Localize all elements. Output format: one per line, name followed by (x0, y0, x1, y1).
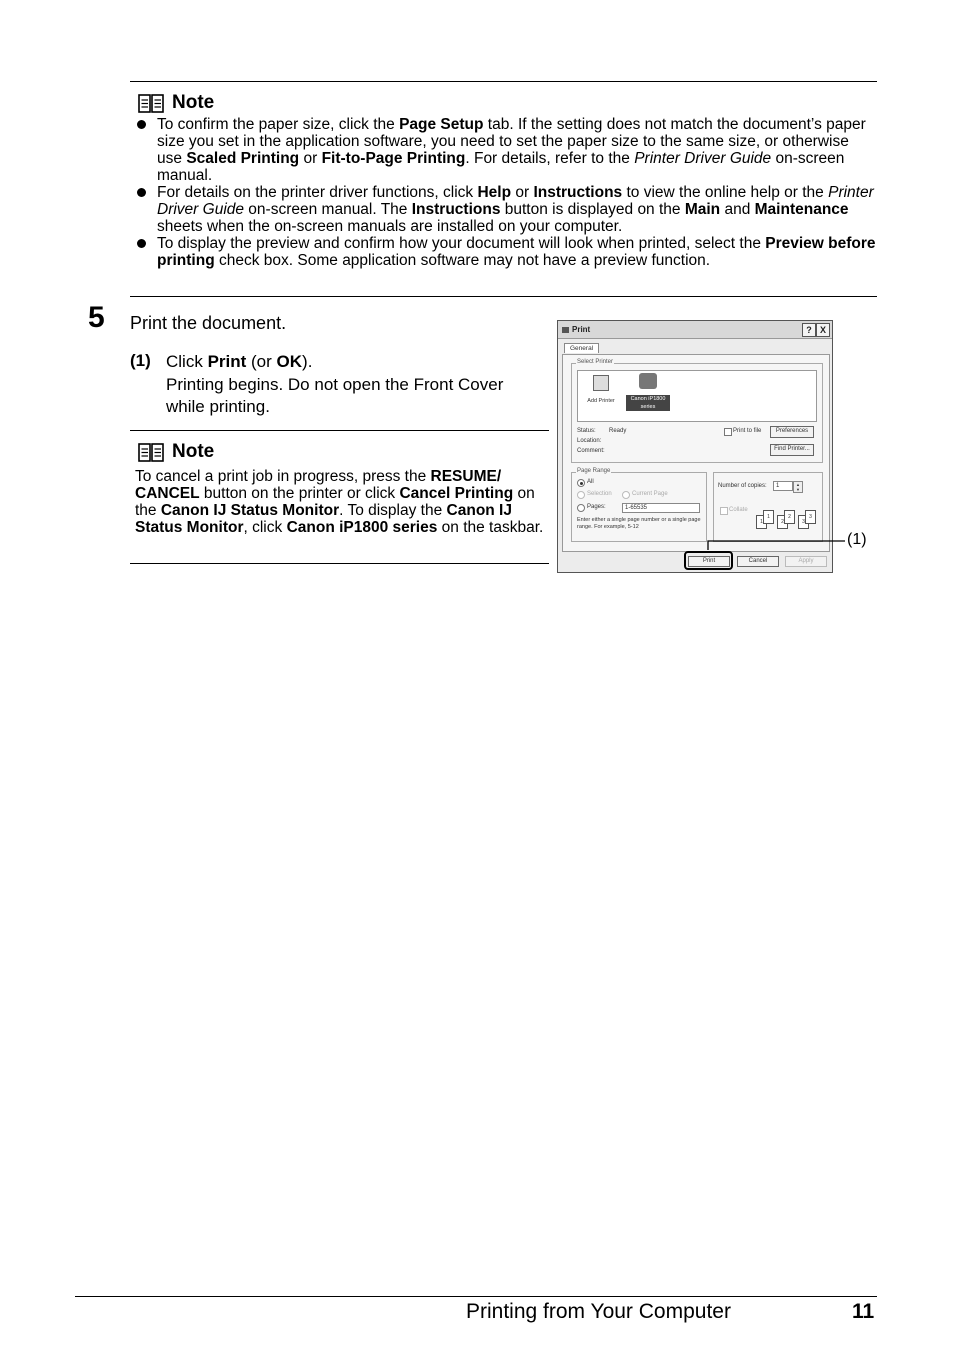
text-run: or (299, 150, 322, 167)
text-run: , click (243, 519, 287, 536)
note2-title: Note (172, 441, 215, 462)
select-printer-group (571, 359, 823, 463)
print-to-file-label: Print to file (733, 428, 762, 434)
note-bottom-rule (130, 296, 877, 297)
copies-spinner[interactable]: ▲ ▼ (793, 481, 803, 493)
footer-title: Printing from Your Computer (466, 1300, 731, 1323)
dialog-title: Print (572, 325, 591, 334)
selection-label: Selection (587, 491, 612, 497)
print-button[interactable]: Print (688, 556, 730, 567)
add-printer-icon (593, 375, 609, 391)
note-bullet (135, 184, 877, 235)
note-bullet-list (135, 116, 877, 269)
copies-group (713, 472, 823, 542)
text-run: sheets when the on-screen manuals are installed on your computer. (157, 218, 623, 235)
note-heading (138, 92, 214, 114)
help-button[interactable]: ? (802, 323, 816, 337)
printer-list (577, 370, 817, 422)
text-run: To display the preview and confirm how your document will look when printed, select the (157, 235, 766, 252)
text-run: and (720, 201, 755, 218)
select-printer-label: Select Printer (577, 359, 614, 365)
note-bullet-text (157, 116, 866, 184)
text-run: RESUME/ CANCEL (135, 468, 502, 502)
text-run: Help (477, 184, 512, 201)
bullet-icon (137, 188, 146, 197)
collate-checkbox[interactable] (720, 507, 728, 515)
text-run: on-screen manual. The (244, 201, 412, 218)
text-run: tab. If the setting does not match the document’s paper size you set in the application software, you need to set the paper size to the same size, or otherwise use (157, 116, 866, 167)
page-range-hint: Enter either a single page number or a single page range. For example, 5-12 (577, 517, 701, 530)
text-run: Instructions (533, 184, 623, 201)
step-number: 5 (88, 301, 105, 334)
print-button-highlight (684, 551, 733, 570)
text-run: on-screen manual. (157, 150, 845, 184)
text-run: To cancel a print job in progress, press the (135, 468, 431, 485)
copies-input[interactable]: 1 (773, 481, 793, 491)
text-run: button is displayed on the (500, 201, 685, 218)
note-title: Note (172, 92, 215, 113)
text-run: Fit-to-Page Printing (321, 150, 466, 167)
substep-text (166, 351, 541, 419)
pages-radio[interactable] (577, 504, 585, 512)
text-run: Canon iP1800 series (286, 519, 438, 536)
collate-page-icon: 1 (763, 510, 774, 524)
page-range-group (571, 468, 707, 542)
page-range-label: Page Range (577, 468, 611, 474)
text-run: or (511, 184, 534, 201)
step-text: Print the document. (130, 313, 287, 333)
text-run: Maintenance (754, 201, 849, 218)
print-to-file-checkbox[interactable] (724, 428, 732, 436)
text-run: Instructions (411, 201, 501, 218)
location-label: Location: (577, 438, 602, 444)
text-run: on the (135, 485, 535, 519)
book-icon (138, 443, 164, 462)
canon-printer-label: Canon iP1800 series (626, 395, 670, 411)
text-run: on the taskbar. (437, 519, 544, 536)
text-run: Cancel Printing (399, 485, 514, 502)
printer-icon (562, 327, 569, 333)
text-run: Printer Driver Guide (157, 184, 874, 218)
text-run: Preview before printing (157, 235, 876, 269)
collate-page-icon: 2 (784, 510, 795, 524)
note2-top-rule (130, 430, 549, 431)
substep-number: (1) (130, 351, 151, 370)
text-run: (or (246, 352, 277, 371)
note-bullet-text (157, 184, 874, 235)
book-icon (138, 94, 164, 113)
note2-bottom-rule (130, 563, 549, 564)
callout-label: (1) (847, 531, 867, 548)
all-label: All (587, 479, 594, 485)
tab-general[interactable]: General (564, 343, 599, 353)
current-page-radio[interactable] (622, 491, 630, 499)
text-run: . To display the (339, 502, 447, 519)
text-run: Canon IJ Status Monitor (160, 502, 340, 519)
page-number: 11 (852, 1300, 875, 1323)
top-rule (130, 81, 877, 82)
selection-radio[interactable] (577, 491, 585, 499)
text-run: Main (684, 201, 721, 218)
comment-label: Comment: (577, 448, 605, 454)
text-run: . For details, refer to the (465, 150, 635, 167)
collate-page-icon: 3 (798, 515, 809, 529)
text-run: OK (276, 352, 303, 371)
note-bullet (135, 235, 877, 269)
find-printer-button[interactable]: Find Printer... (770, 444, 814, 456)
add-printer-label: Add Printer (587, 398, 615, 404)
canon-printer-item[interactable] (626, 373, 670, 411)
all-radio[interactable] (577, 479, 585, 487)
text-run: ). (302, 352, 313, 371)
substep-detail: Printing begins. Do not open the Front Cover while printing. (166, 374, 504, 416)
pages-input[interactable]: 1-65535 (622, 503, 700, 513)
apply-button[interactable]: Apply (785, 556, 827, 567)
text-run: check box. Some application software may not have a preview function. (214, 252, 711, 269)
note-bullet (135, 116, 877, 184)
copies-label: Number of copies: (718, 483, 767, 489)
substep-instruction (166, 351, 541, 374)
collate-label: Collate (729, 507, 748, 513)
text-run: button on the printer or click (199, 485, 400, 502)
dialog-titlebar (558, 321, 832, 339)
general-panel (562, 354, 830, 552)
print-dialog (557, 320, 833, 573)
pages-label: Pages: (587, 504, 606, 510)
add-printer-item[interactable] (586, 375, 616, 404)
bullet-icon (137, 120, 146, 129)
text-run: Print (207, 352, 247, 371)
status-label: Status: (577, 428, 596, 434)
text-run: Scaled Printing (186, 150, 300, 167)
collate-page-icon: 1 (756, 515, 767, 529)
bullet-icon (137, 239, 146, 248)
collate-page-icon: 2 (777, 515, 788, 529)
text-run: Printer Driver Guide (634, 150, 772, 167)
note2-heading (138, 441, 214, 463)
status-value: Ready (609, 428, 627, 434)
note2-body (135, 468, 545, 536)
preferences-button[interactable]: Preferences (770, 426, 814, 438)
collate-page-icon: 3 (805, 510, 816, 524)
text-run: For details on the printer driver functions, click (157, 184, 478, 201)
close-button[interactable]: X (816, 323, 830, 337)
footer-rule (75, 1296, 877, 1297)
current-page-label: Current Page (632, 491, 668, 497)
text-run: Click (166, 352, 208, 371)
note-bullet-text (157, 235, 876, 269)
canon-printer-icon (639, 373, 657, 389)
cancel-button[interactable]: Cancel (737, 556, 779, 567)
text-run: Canon IJ Status Monitor (135, 502, 512, 536)
text-run: Page Setup (399, 116, 484, 133)
text-run: to view the online help or the (622, 184, 829, 201)
text-run: To confirm the paper size, click the (157, 116, 400, 133)
